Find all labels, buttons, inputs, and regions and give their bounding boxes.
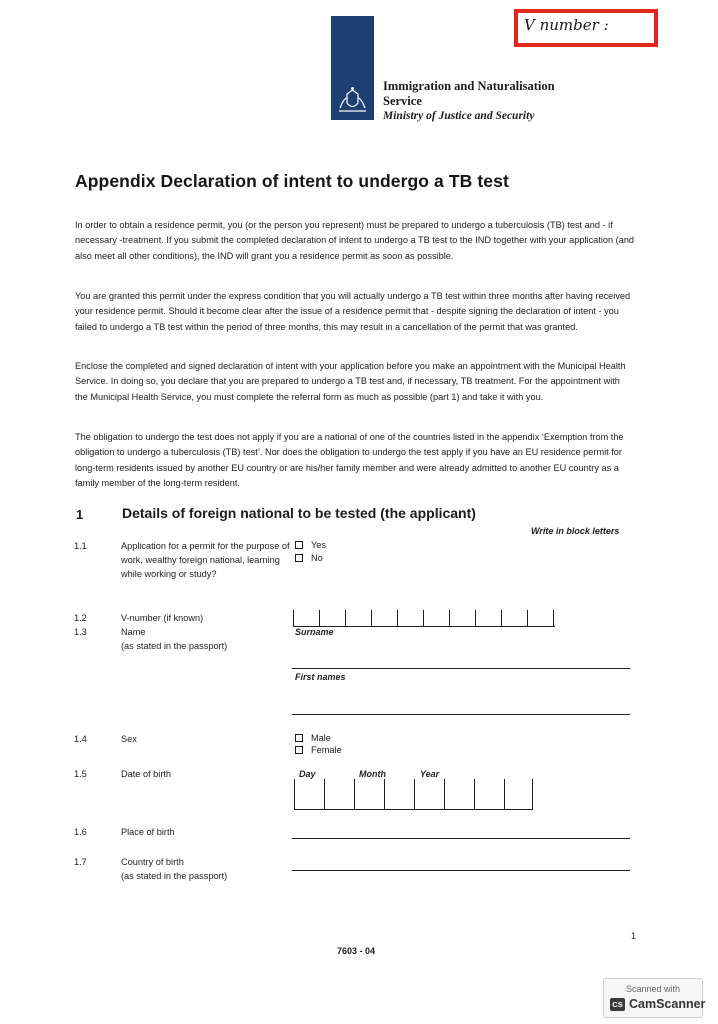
question-number-1-1: 1.1 <box>74 541 87 551</box>
option-female[interactable] <box>295 745 342 755</box>
question-label-1-2: V-number (if known) <box>121 613 204 623</box>
org-line-2: Service <box>383 94 422 108</box>
intro-paragraph-2: You are granted this permit under the express condition that you will actually undergo a TB test within three months after having received your residence permit. Should it become clear after the issue of a residence permit that - despite signing the declaration of intent - you failed to undergo a TB test within the period of three months, this may result in a cancellation of the permit that was granted. <box>75 291 631 332</box>
option-no-label: No <box>311 553 323 563</box>
place-of-birth-field[interactable] <box>292 838 630 839</box>
checkbox-male[interactable] <box>295 734 303 742</box>
crest-icon <box>336 86 369 114</box>
question-number-1-7: 1.7 <box>74 857 87 867</box>
surname-field[interactable] <box>292 668 630 669</box>
question-number-1-6: 1.6 <box>74 827 87 837</box>
question-number-1-2: 1.2 <box>74 613 87 623</box>
organisation-name <box>383 79 555 124</box>
question-label-1-6: Place of birth <box>121 827 175 837</box>
org-line-1: Immigration and Naturalisation <box>383 79 555 93</box>
question-number-1-3: 1.3 <box>74 627 87 637</box>
option-male-label: Male <box>311 733 331 743</box>
question-label-1-4: Sex <box>121 734 137 744</box>
option-yes-label: Yes <box>311 540 326 550</box>
question-label-1-7: Country of birth (as stated in the passport) <box>121 857 228 881</box>
checkbox-female[interactable] <box>295 746 303 754</box>
surname-label: Surname <box>295 627 334 637</box>
country-of-birth-field[interactable] <box>292 870 630 871</box>
scanned-with-text: Scanned with <box>625 984 681 994</box>
option-female-label: Female <box>311 745 342 755</box>
date-of-birth-field[interactable] <box>294 779 533 810</box>
option-yes[interactable] <box>295 540 326 550</box>
handwritten-v-number: V number : <box>524 16 609 34</box>
option-male[interactable] <box>295 733 331 743</box>
checkbox-yes[interactable] <box>295 541 303 549</box>
block-letters-note: Write in block letters <box>531 526 620 536</box>
intro-paragraph-3: Enclose the completed and signed declaration of intent with your application before you make an appointment with the Municipal Health Service. In doing so, you declare that you are prepared to undergo a TB test and, if necessary, TB treatment. For the appointment with the Municipal Health Service, you must complete the referral form as much as possible (part 1) and take it with you. <box>75 361 626 402</box>
dob-year-label: Year <box>420 769 440 779</box>
first-names-label: First names <box>295 672 346 682</box>
checkbox-no[interactable] <box>295 554 303 562</box>
question-label-1-5: Date of birth <box>121 769 172 779</box>
section-title: Details of foreign national to be tested (the applicant) <box>122 505 476 521</box>
question-label-1-1: Application for a permit for the purpose of work, wealthy foreign national, learning while working or study? <box>121 541 290 579</box>
intro-paragraph-1: In order to obtain a residence permit, you (or the person you represent) must be prepared to undergo a tuberculosis (TB) test and - if necessary -treatment. If you submit the completed declaration of intent to undergo a TB test to the IND together with your application (and also meet all other conditions), the IND will grant you a residence permit as soon as possible. <box>75 220 635 261</box>
question-number-1-4: 1.4 <box>74 734 87 744</box>
org-line-3: Ministry of Justice and Security <box>383 110 535 122</box>
v-number-field[interactable] <box>293 610 555 627</box>
camscanner-logo-icon: CS <box>610 998 625 1011</box>
government-logo <box>331 16 374 120</box>
camscanner-badge <box>603 978 706 1018</box>
section-number: 1 <box>76 507 84 522</box>
dob-month-label: Month <box>359 769 386 779</box>
dob-day-label: Day <box>299 769 316 779</box>
form-code: 7603 - 04 <box>337 946 376 956</box>
v-number-annotation-box <box>514 9 658 47</box>
question-number-1-5: 1.5 <box>74 769 87 779</box>
first-names-field[interactable] <box>292 714 630 715</box>
question-label-1-3: Name (as stated in the passport) <box>121 627 228 651</box>
camscanner-name: CamScanner <box>629 997 706 1011</box>
option-no[interactable] <box>295 553 323 563</box>
intro-paragraph-4: The obligation to undergo the test does not apply if you are a national of one of the countries listed in the appendix ‘Exemption from the obligation to undergo a tuberculosis (TB) test’. Nor does the obligation to undergo the test apply if you have an EU residence permit for long-term residents issued by another EU country or are his/her family member and were already admitted to another EU country as a family member of the long-term resident. <box>75 432 624 488</box>
page-number: 1 <box>631 931 637 941</box>
document-title: Appendix Declaration of intent to undergo a TB test <box>75 171 509 191</box>
